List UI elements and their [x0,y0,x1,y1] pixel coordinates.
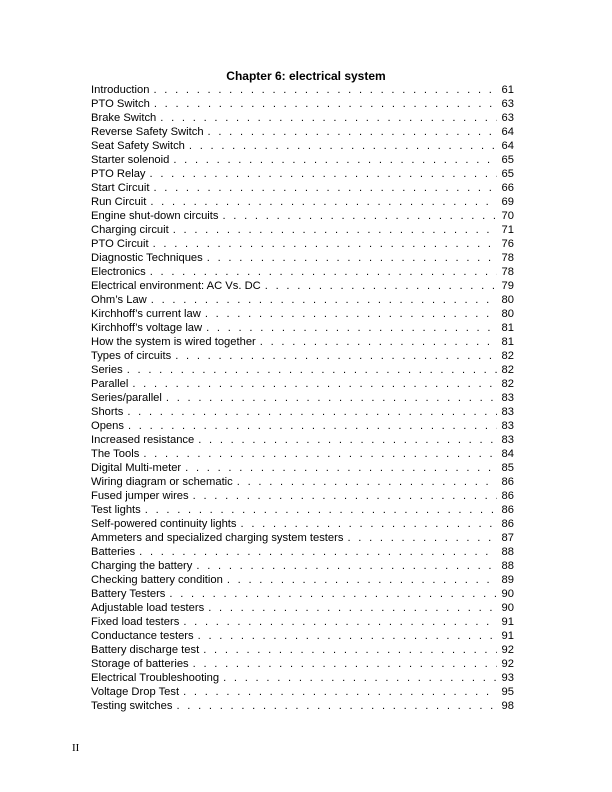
toc-entry-page-number: 86 [501,476,514,488]
toc-entry[interactable] [91,447,514,461]
toc-entry[interactable] [91,391,514,405]
toc-entry-label: Series [91,364,123,376]
toc-entry-page-number: 82 [501,364,514,376]
toc-entry-label: Start Circuit [91,182,150,194]
dot-leader [176,699,497,713]
toc-entry[interactable] [91,153,514,167]
toc-entry-label: Shorts [91,406,124,418]
toc-entry-label: Digital Multi-meter [91,462,182,474]
toc-entry-label: Series/parallel [91,392,162,404]
toc-entry-page-number: 64 [501,140,514,152]
toc-entry[interactable] [91,125,514,139]
toc-entry-page-number: 98 [501,700,514,712]
toc-entry-page-number: 70 [501,210,514,222]
dot-leader [237,475,497,489]
toc-entry-page-number: 61 [501,84,514,96]
toc-entry[interactable] [91,321,514,335]
toc-entry-page-number: 95 [501,686,514,698]
dot-leader [151,293,497,307]
toc-entry-page-number: 86 [501,504,514,516]
toc-entry-page-number: 89 [501,574,514,586]
toc-entry-page-number: 65 [501,154,514,166]
toc-entry-label: Charging the battery [91,560,193,572]
dot-leader [145,503,497,517]
dot-leader [139,545,497,559]
dot-leader [223,671,497,685]
toc-entry-label: Storage of batteries [91,658,189,670]
toc-entry[interactable] [91,573,514,587]
toc-entry[interactable] [91,643,514,657]
dot-leader [205,307,497,321]
toc-entry-page-number: 64 [501,126,514,138]
toc-entry-label: Ohm’s Law [91,294,147,306]
toc-entry-page-number: 90 [501,602,514,614]
dot-leader [227,573,497,587]
toc-entry-label: Parallel [91,378,129,390]
toc-entry-label: Adjustable load testers [91,602,205,614]
toc-entry-page-number: 83 [501,420,514,432]
toc-entry-page-number: 93 [501,672,514,684]
toc-entry-label: PTO Circuit [91,238,149,250]
toc-entry-label: Introduction [91,84,150,96]
dot-leader [132,377,497,391]
dot-leader [208,125,497,139]
toc-entry-label: Types of circuits [91,350,172,362]
toc-entry-page-number: 76 [501,238,514,250]
toc-entry-page-number: 85 [501,462,514,474]
toc-entry-label: Fixed load testers [91,616,180,628]
dot-leader [265,279,497,293]
toc-entry-page-number: 91 [501,616,514,628]
toc-entry-label: Self-powered continuity lights [91,518,237,530]
toc-entry[interactable] [91,139,514,153]
toc-entry[interactable] [91,587,514,601]
dot-leader [206,321,497,335]
toc-entry-page-number: 84 [501,448,514,460]
dot-leader [260,335,497,349]
dot-leader [185,461,497,475]
toc-entry[interactable] [91,503,514,517]
toc-entry-label: How the system is wired together [91,336,256,348]
chapter-title: Chapter 6: electrical system [226,69,386,83]
toc-entry[interactable] [91,475,514,489]
dot-leader [127,405,497,419]
toc-entry-label: Batteries [91,546,136,558]
toc-entry-label: Electronics [91,266,146,278]
dot-leader [173,153,497,167]
dot-leader [143,447,497,461]
dot-leader [166,391,497,405]
toc-entry-page-number: 81 [501,322,514,334]
toc-entry-label: Ammeters and specialized charging system testers [91,532,344,544]
dot-leader [196,559,497,573]
toc-entry-label: Testing switches [91,700,173,712]
dot-leader [189,139,497,153]
toc-entry-label: Battery discharge test [91,644,200,656]
dot-leader [198,629,497,643]
toc-entry-label: PTO Switch [91,98,150,110]
dot-leader [150,195,497,209]
toc-entry-page-number: 92 [501,644,514,656]
dot-leader [173,223,497,237]
toc-entry-page-number: 69 [501,196,514,208]
toc-entry-page-number: 91 [501,630,514,642]
toc-entry[interactable] [91,251,514,265]
toc-entry-label: Electrical Troubleshooting [91,672,220,684]
toc-entry[interactable] [91,363,514,377]
toc-entry-page-number: 65 [501,168,514,180]
dot-leader [203,643,497,657]
toc-entry-page-number: 80 [501,308,514,320]
toc-entry[interactable] [91,671,514,685]
toc-entry[interactable] [91,405,514,419]
toc-entry-label: Electrical environment: AC Vs. DC [91,280,261,292]
dot-leader [222,209,497,223]
page-number-footer: II [72,742,80,754]
toc-entry-label: PTO Relay [91,168,146,180]
dot-leader [154,97,497,111]
toc-entry-page-number: 88 [501,560,514,572]
toc-entry-page-number: 88 [501,546,514,558]
toc-entry-label: Wiring diagram or schematic [91,476,233,488]
toc-entry-page-number: 78 [501,252,514,264]
dot-leader [347,531,497,545]
toc-entry[interactable] [91,629,514,643]
dot-leader [193,489,497,503]
toc-entry[interactable] [91,559,514,573]
dot-leader [153,237,497,251]
toc-entry-label: Increased resistance [91,434,195,446]
toc-entry[interactable] [91,209,514,223]
toc-entry[interactable] [91,265,514,279]
toc-entry[interactable] [91,83,514,97]
toc-entry-label: Opens [91,420,124,432]
toc-entry-label: Voltage Drop Test [91,686,180,698]
dot-leader [241,517,497,531]
toc-entry-label: Engine shut-down circuits [91,210,219,222]
toc-entry-page-number: 86 [501,518,514,530]
dot-leader [128,419,497,433]
toc-entry-page-number: 63 [501,98,514,110]
toc-entry[interactable] [91,699,514,713]
toc-entry-page-number: 71 [501,224,514,236]
toc-entry[interactable] [91,601,514,615]
toc-entry-label: Reverse Safety Switch [91,126,204,138]
dot-leader [150,265,497,279]
dot-leader [150,167,497,181]
toc-entry-label: Kirchhoff’s voltage law [91,322,203,334]
toc-entry[interactable] [91,111,514,125]
toc-entry-page-number: 82 [501,378,514,390]
toc-entry[interactable] [91,545,514,559]
dot-leader [169,587,497,601]
toc-entry[interactable] [91,97,514,111]
dot-leader [207,251,497,265]
toc-entry[interactable] [91,433,514,447]
toc-entry-page-number: 80 [501,294,514,306]
toc-entry-page-number: 92 [501,658,514,670]
toc-entry-page-number: 83 [501,392,514,404]
dot-leader [208,601,497,615]
toc-entry[interactable] [91,293,514,307]
toc-entry[interactable] [91,685,514,699]
toc-entry-label: Conductance testers [91,630,194,642]
toc-entry[interactable] [91,531,514,545]
toc-entry[interactable] [91,461,514,475]
toc-entry-label: Run Circuit [91,196,147,208]
toc-entry[interactable] [91,181,514,195]
dot-leader [127,363,497,377]
dot-leader [175,349,497,363]
toc-entry-page-number: 79 [501,280,514,292]
toc-entry[interactable] [91,517,514,531]
toc-entry-label: Battery Testers [91,588,166,600]
toc-entry-page-number: 83 [501,406,514,418]
toc-entry-label: Starter solenoid [91,154,170,166]
toc-entry[interactable] [91,349,514,363]
toc-entry-page-number: 78 [501,266,514,278]
toc-entry-label: Charging circuit [91,224,169,236]
dot-leader [193,657,497,671]
toc-entry-page-number: 83 [501,434,514,446]
toc-entry-label: Kirchhoff’s current law [91,308,201,320]
toc-entry[interactable] [91,419,514,433]
toc-entry[interactable] [91,307,514,321]
toc-entry[interactable] [91,377,514,391]
toc-entry[interactable] [91,223,514,237]
dot-leader [183,615,497,629]
toc-entry-page-number: 66 [501,182,514,194]
toc-entry-page-number: 81 [501,336,514,348]
dot-leader [198,433,497,447]
toc-entry[interactable] [91,615,514,629]
toc-entry-page-number: 86 [501,490,514,502]
table-of-contents [91,83,514,713]
toc-entry-page-number: 87 [501,532,514,544]
toc-entry[interactable] [91,167,514,181]
toc-entry-page-number: 90 [501,588,514,600]
toc-entry-label: The Tools [91,448,140,460]
toc-entry-label: Diagnostic Techniques [91,252,203,264]
toc-entry-label: Test lights [91,504,141,516]
toc-entry-label: Seat Safety Switch [91,140,185,152]
dot-leader [153,181,497,195]
toc-entry[interactable] [91,279,514,293]
toc-entry-label: Brake Switch [91,112,157,124]
toc-entry-label: Fused jumper wires [91,490,189,502]
toc-entry[interactable] [91,657,514,671]
toc-entry[interactable] [91,237,514,251]
dot-leader [183,685,497,699]
toc-entry-page-number: 82 [501,350,514,362]
dot-leader [153,83,497,97]
toc-entry[interactable] [91,489,514,503]
toc-entry-label: Checking battery condition [91,574,223,586]
toc-entry[interactable] [91,195,514,209]
toc-entry[interactable] [91,335,514,349]
dot-leader [160,111,497,125]
toc-entry-page-number: 63 [501,112,514,124]
